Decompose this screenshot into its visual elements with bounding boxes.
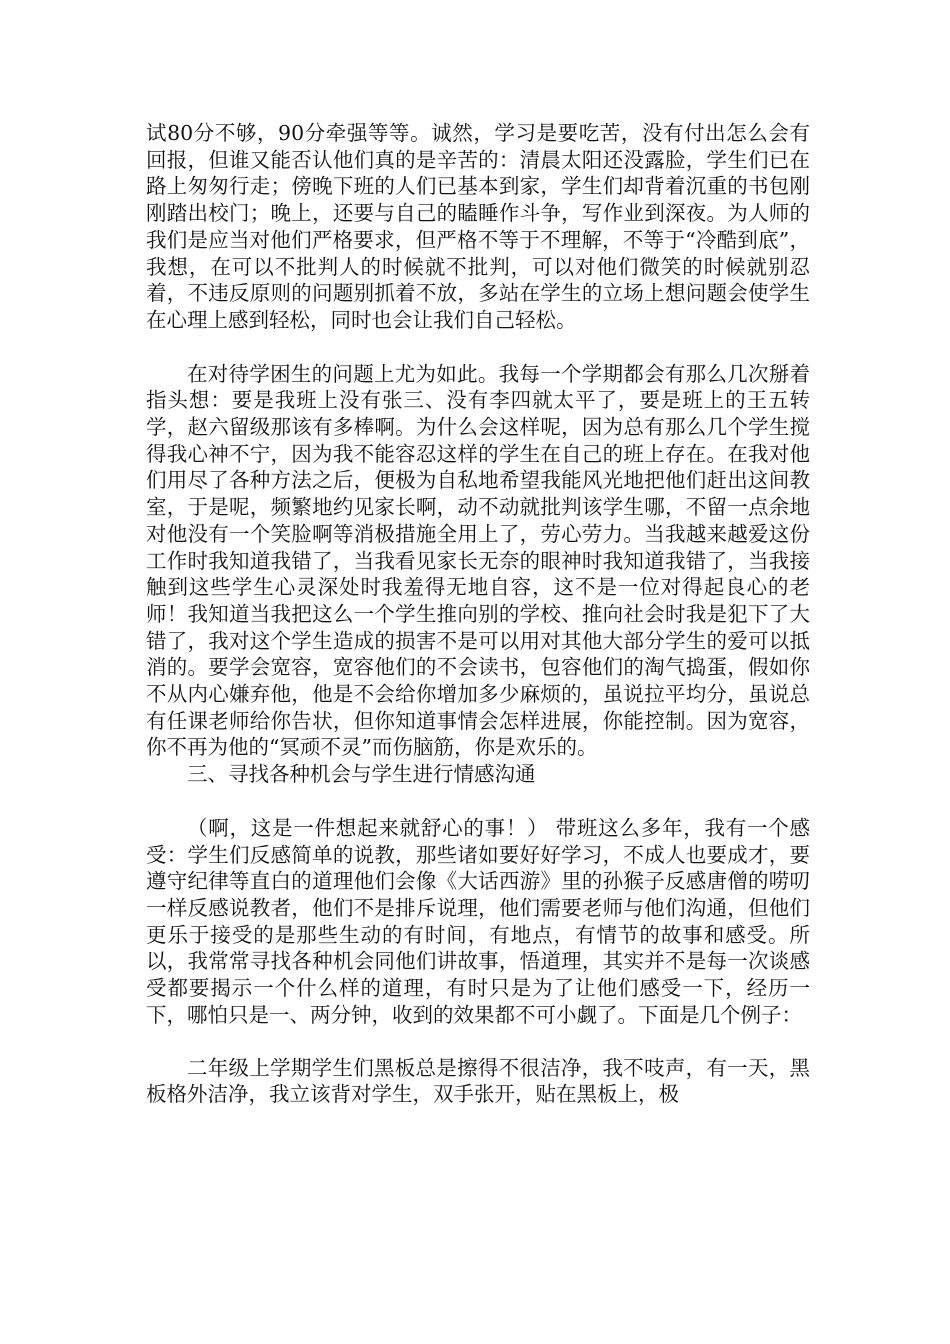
paragraph-struggling-students: 在对待学困生的问题上尤为如此。我每一个学期都会有那么几次掰着指头想：要是我班上没有张三、没有李四就太平了，要是班上的王五转学，赵六留级那该有多棒啊。为什么会这样呢，因为总有那么几个学生搅得我心神不宁，因为我不能容忍这样的学生在自己的班上存在。在我对他们用尽了各种方法之后，便极为自私地希望我能风光地把他们赶出这间教室，于是呢，频繁地约见家长啊，动不动就批判该学生哪，不留一点余地对他没有一个笑脸啊等消极措施全用上了，劳心劳力。当我越来越爱这份工作时我知道我错了，当我看见家长无奈的眼神时我知道我错了，当我接触到这些学生心灵深处时我羞得无地自容，这不是一位对得起良心的老师！我知道当我把这么一个学生推向别的学校、推向社会时我是犯下了大错了，我对这个学生造成的损害不是可以用对其他大部分学生的爱可以抵消的。要学会宽容，宽容他们的不会读书，包容他们的淘气捣蛋，假如你不从内心嫌弃他，他是不会给你增加多少麻烦的，虽说拉平均分，虽说总有任课老师给你告状，但你知道事情会怎样进展，你能控制。因为宽容，你不再为他的“冥顽不灵”而伤脑筋，你是欢乐的。 (146, 361, 810, 760)
document-body (146, 120, 810, 1108)
paragraph-example: 二年级上学期学生们黑板总是擦得不很洁净，我不吱声，有一天，黑板格外洁净，我立该背对学生，双手张开，贴在黑板上，极 (146, 1055, 810, 1107)
section-heading: 三、寻找各种机会与学生进行情感沟通 (187, 762, 536, 787)
paragraph-continuation: 试80分不够，90分牵强等等。诚然，学习是要吃苦，没有付出怎么会有回报，但谁又能否认他们真的是辛苦的：清晨太阳还没露脸，学生们已在路上匆匆行走；傍晚下班的人们已基本到家，学生们却背着沉重的书包刚刚踏出校门；晚上，还要与自己的瞌睡作斗争，写作业到深夜。为人师的我们是应当对他们严格要求，但严格不等于不理解，不等于“冷酷到底”，我想，在可以不批判人的时候就不批判，可以对他们微笑的时候就别忍着，不违反原则的问题别抓着不放，多站在学生的立场上想问题会使学生在心理上感到轻松，同时也会让我们自己轻松。 (146, 121, 810, 332)
paragraph-communication: （啊，这是一件想起来就舒心的事！） 带班这么多年，我有一个感受：学生们反感简单的说教，那些诸如要好好学习，不成人也要成才，要遵守纪律等直白的道理他们会像《大话西游》里的孙猴子反感唐僧的唠叨一样反感说教者，他们不是排斥说理，他们需要老师与他们沟通，但他们更乐于接受的是那些生动的有时间，有地点，有情节的故事和感受。所以，我常常寻找各种机会同他们讲故事，悟道理，其实并不是每一次谈感受都要揭示一个什么样的道理，有时只是为了让他们感受一下，经历一下，哪怕只是一、两分钟，收到的效果都不可小觑了。下面是几个例子： (146, 815, 810, 1027)
